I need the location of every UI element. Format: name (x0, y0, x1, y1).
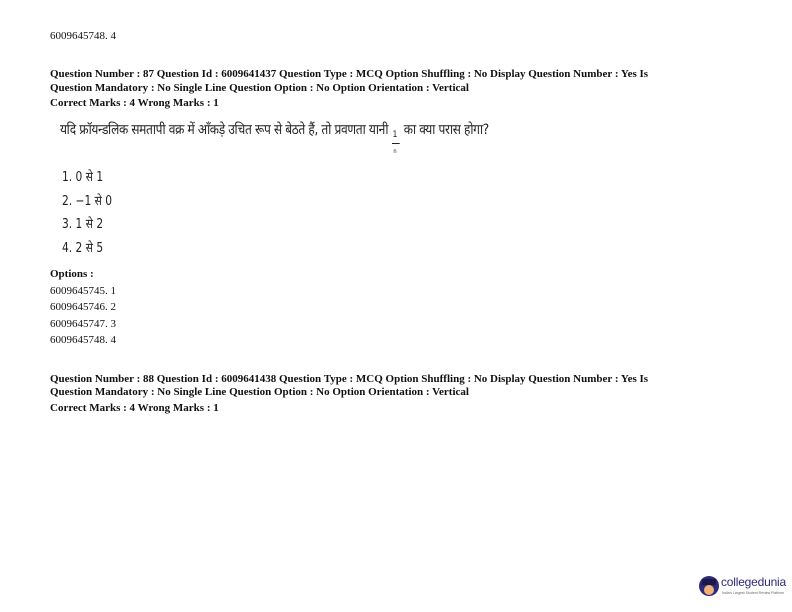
option-id-2: 6009645746. 2 (50, 301, 116, 313)
options-label: Options : (50, 268, 94, 280)
choice-4: 4. 2 से 5 (62, 241, 104, 256)
question-88-marks: Correct Marks : 4 Wrong Marks : 1 (50, 402, 219, 414)
choice-2: 2. −1 से 0 (62, 194, 113, 209)
fraction-bar (392, 143, 400, 144)
question-87-text (60, 120, 489, 155)
question-87-header-line-2: Question Mandatory : No Single Line Question Option : No Option Orientation : Vertical (50, 82, 469, 94)
mascot-icon (699, 576, 719, 596)
previous-option-line: 6009645748. 4 (50, 30, 116, 42)
choice-3: 3. 1 से 2 (62, 217, 104, 232)
question-88-header-line-1: Question Number : 88 Question Id : 6009641438 Question Type : MCQ Option Shuffling : No Display Question Number : Yes Is (50, 373, 649, 385)
choice-1: 1. 0 से 1 (62, 170, 104, 185)
question-87-header-line-1: Question Number : 87 Question Id : 6009641437 Question Type : MCQ Option Shuffling : No Display Question Number : Yes Is (50, 68, 649, 80)
logo-tagline: India's Largest Student Review Platform (722, 591, 785, 595)
question-87-marks: Correct Marks : 4 Wrong Marks : 1 (50, 97, 219, 109)
question-text-part-2: का क्या परास होगा? (403, 122, 489, 138)
fraction-numerator: 1 (392, 130, 398, 140)
logo-name: collegedunia (721, 575, 786, 589)
question-88-header-line-2: Question Mandatory : No Single Line Question Option : No Option Orientation : Vertical (50, 386, 469, 398)
option-id-3: 6009645747. 3 (50, 318, 116, 330)
option-id-1: 6009645745. 1 (50, 285, 116, 297)
collegedunia-logo (699, 572, 791, 602)
question-text-part-1: यदि फ्रॉयन्डलिक समतापी वक्र में आँकड़े उचित रूप से बेठते हैं, तो प्रवणता यानी (60, 122, 389, 138)
fraction-denominator: n (393, 148, 397, 155)
option-id-4: 6009645748. 4 (50, 334, 116, 346)
